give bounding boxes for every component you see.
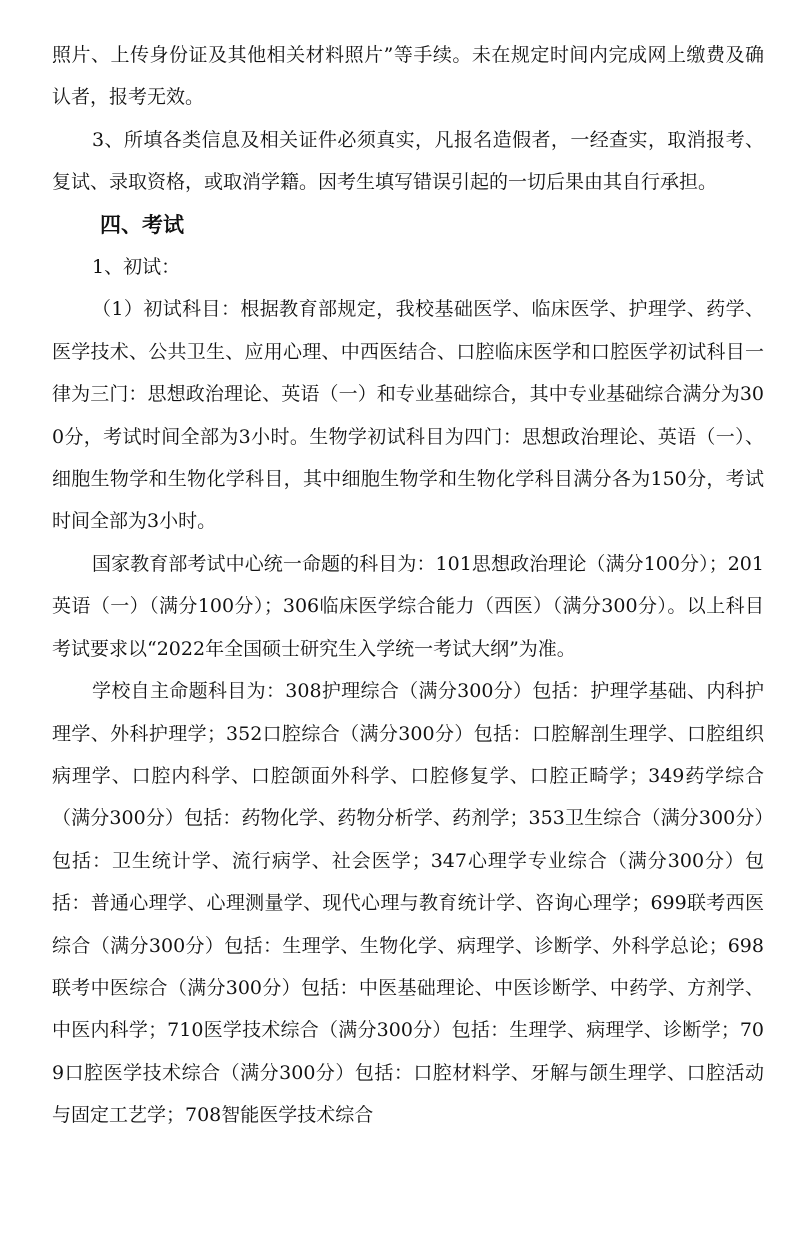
section-heading-exam: 四、考试: [100, 212, 184, 237]
paragraph-preliminary-subjects: （1）初试科目：根据教育部规定，我校基础医学、临床医学、护理学、药学、医学技术、公共卫生、应用心理、中西医结合、口腔临床医学和口腔医学初试科目一律为三门：思想政治理论、英语（一）和专业基础综合，其中专业基础综合满分为300分，考试时间全部为3小时。生物学初试科目为四门：思想政治理论、英语（一）、细胞生物学和生物化学科目，其中细胞生物学和生物化学科目满分各为150分，考试时间全部为3小时。: [52, 298, 764, 533]
paragraph-registration-end: 照片、上传身份证及其他相关材料照片”等手续。未在规定时间内完成网上缴费及确认者，报考无效。: [52, 44, 764, 109]
document-page: [52, 34, 764, 1137]
paragraph-school-subjects: 学校自主命题科目为：308护理综合（满分300分）包括：护理学基础、内科护理学、外科护理学；352口腔综合（满分300分）包括：口腔解剖生理学、口腔组织病理学、口腔内科学、口腔颌面外科学、口腔修复学、口腔正畸学；349药学综合（满分300分）包括：药物化学、药物分析学、药剂学；353卫生综合（满分300分）包括：卫生统计学、流行病学、社会医学；347心理学专业综合（满分300分）包括：普通心理学、心理测量学、现代心理与教育统计学、咨询心理学；699联考西医综合（满分300分）包括：生理学、生物化学、病理学、诊断学、外科学总论；698联考中医综合（满分300分）包括：中医基础理论、中医诊断学、中药学、方剂学、中医内科学；710医学技术综合（满分300分）包括：生理学、病理学、诊断学；709口腔医学技术综合（满分300分）包括：口腔材料学、牙解与颌生理学、口腔活动与固定工艺学；708智能医学技术综合: [52, 680, 764, 1127]
paragraph-national-subjects: 国家教育部考试中心统一命题的科目为：101思想政治理论（满分100分）；201英语（一）（满分100分）；306临床医学综合能力（西医）（满分300分）。以上科目考试要求以“2022年全国硕士研究生入学统一考试大纲”为准。: [52, 552, 764, 660]
paragraph-info-authenticity: 3、所填各类信息及相关证件必须真实，凡报名造假者，一经查实，取消报考、复试、录取资格，或取消学籍。因考生填写错误引起的一切后果由其自行承担。: [52, 128, 764, 194]
subheading-preliminary-exam: 1、初试：: [92, 256, 181, 279]
